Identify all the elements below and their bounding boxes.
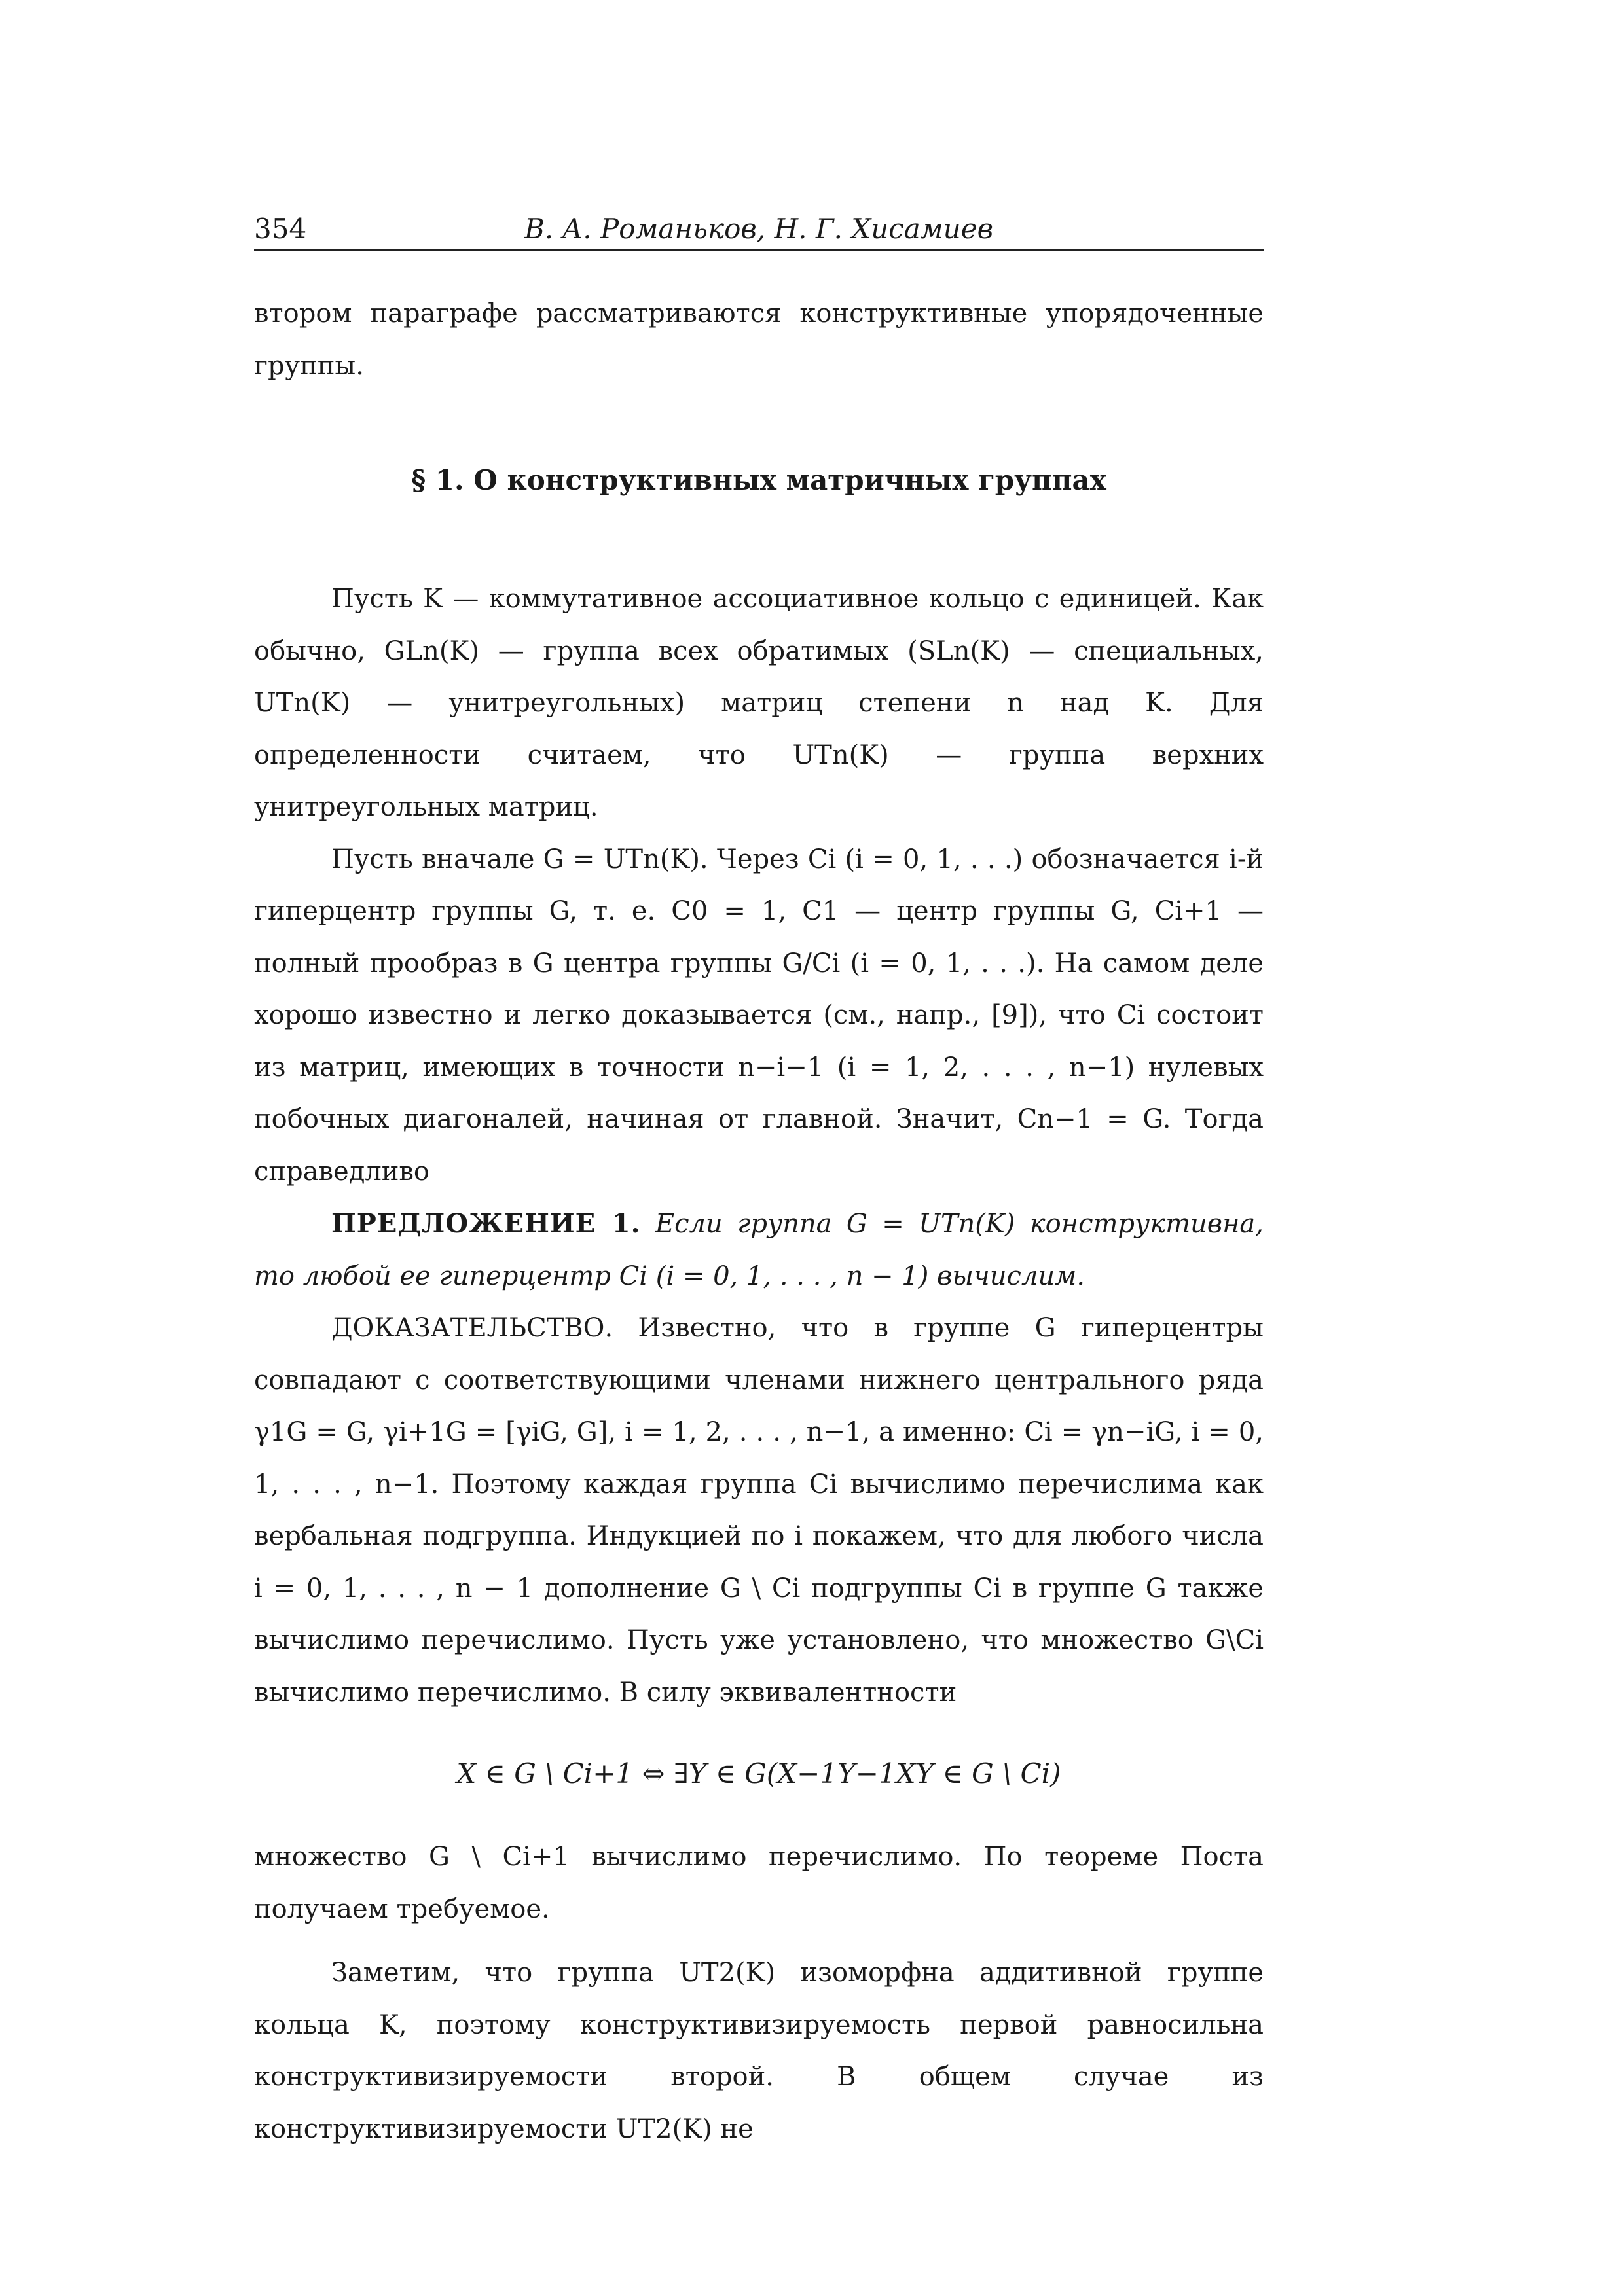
page-number: 354 — [254, 213, 307, 245]
running-title: В. А. Романьков, Н. Г. Хисамиев — [524, 213, 994, 245]
proposition-label: ПРЕДЛОЖЕНИЕ 1. — [331, 1208, 641, 1239]
proposition-1 — [254, 1198, 1264, 1302]
section-title: § 1. О конструктивных матричных группах — [411, 464, 1106, 496]
text-body — [254, 288, 1264, 2155]
paragraph-intro-end: втором параграфе рассматриваются конструктивные упорядоченные группы. — [254, 298, 1264, 381]
paragraph-proof: ДОКАЗАТЕЛЬСТВО. Известно, что в группе G гиперцентры совпадают с соответствующими членами нижнего центрального ряда γ1G = G, γi+1G = [γiG, G], i = 1, 2, . . . , n−1, а именно: Ci = γn−iG, i = 0, 1, . . . , n−1. Поэтому каждая группа Ci вычислимо перечислима как вербальная подгруппа. Индукцией по i покажем, что для любого числа i = 0, 1, . . . , n − 1 дополнение G \ Ci подгруппы Ci в группе G также вычислимо перечислимо. Пусть уже установлено, что множество G\Ci вычислимо перечислимо. В силу эквивалентности — [254, 1313, 1264, 1708]
paragraph-hypercenter: Пусть вначале G = UTn(K). Через Ci (i = 0, 1, . . .) обозначается i-й гиперцентр группы G, т. е. C0 = 1, C1 — центр группы G, Ci+1 — полный прообраз в G центра группы G/Ci (i = 0, 1, . . .). На самом деле хорошо известно и легко доказывается (см., напр., [9]), что Ci состоит из матриц, имеющих в точности n−i−1 (i = 1, 2, . . . , n−1) нулевых побочных диагоналей, начиная от главной. Значит, Cn−1 = G. Тогда справедливо — [254, 844, 1264, 1187]
display-formula: X ∈ G \ Ci+1 ⇔ ∃Y ∈ G(X−1Y−1XY ∈ G \ Ci) — [456, 1757, 1061, 1789]
proposition-statement: Если группа G = UTn(K) конструктивна, то любой ее гиперцентр Ci (i = 0, 1, . . . , n − 1) вычислим. — [254, 1209, 1264, 1291]
running-header — [254, 208, 1264, 251]
paragraph-proof-end: множество G \ Ci+1 вычислимо перечислимо. По теореме Поста получаем требуемое. — [254, 1842, 1264, 1924]
paragraph-remark: Заметим, что группа UT2(K) изоморфна аддитивной группе кольца K, поэтому конструктивизируемость первой равносильна конструктивизируемости второй. В общем случае из конструктивизируемости UT2(K) не — [254, 1958, 1264, 2144]
paragraph-ring-definition: Пусть K — коммутативное ассоциативное кольцо с единицей. Как обычно, GLn(K) — группа всех обратимых (SLn(K) — специальных, UTn(K) — унитреугольных) матриц степени n над K. Для определенности считаем, что UTn(K) — группа верхних унитреугольных матриц. — [254, 584, 1264, 822]
